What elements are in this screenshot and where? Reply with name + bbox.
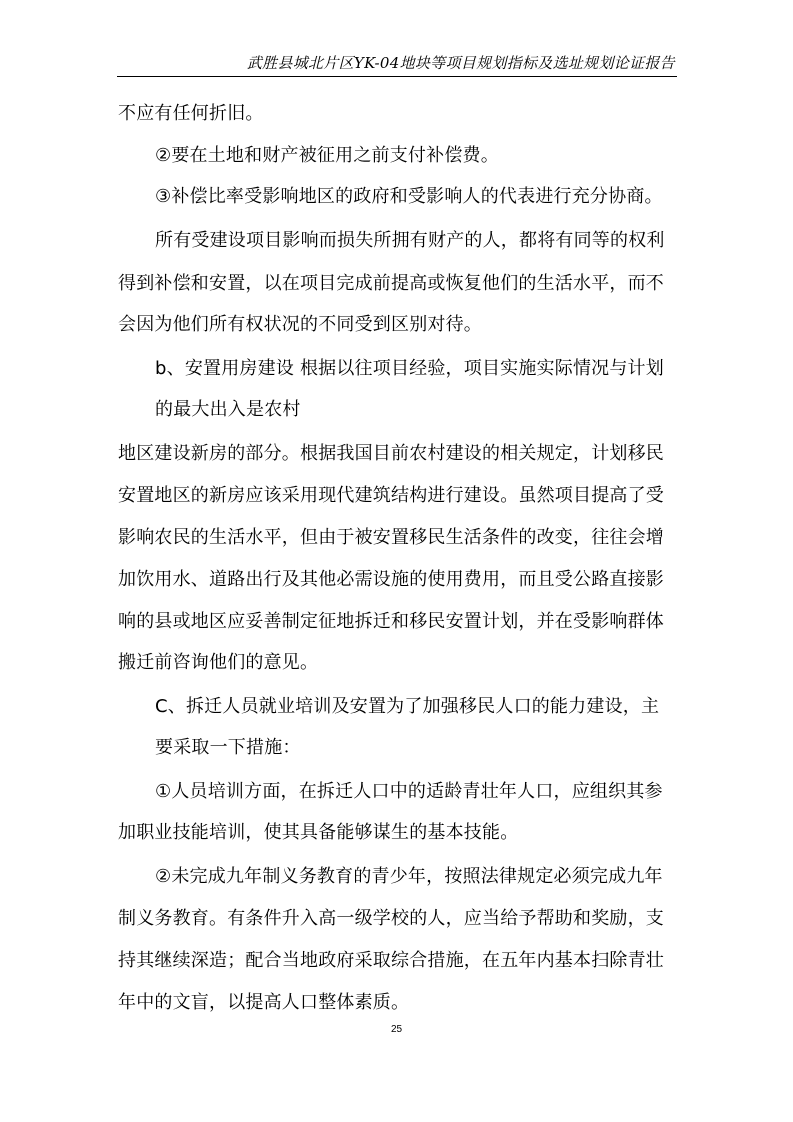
page-number: 25 — [390, 1024, 403, 1035]
body-line: ②未完成九年制义务教育的青少年，按照法律规定必须完成九年 — [155, 866, 663, 887]
body-line: 会因为他们所有权状况的不同受到区别对待。 — [118, 314, 482, 335]
body-line: 响的县或地区应妥善制定征地拆迁和移民安置计划，并在受影响群体 — [118, 611, 664, 632]
body-line: 制义务教育。有条件升入高一级学校的人，应当给予帮助和奖励，支 — [118, 908, 664, 929]
body-line: 地区建设新房的部分。根据我国目前农村建设的相关规定，计划移民 — [118, 443, 664, 464]
body-line: C、拆迁人员就业培训及安置为了加强移民人口的能力建设，主 — [155, 696, 660, 717]
body-line: ②要在土地和财产被征用之前支付补偿费。 — [155, 145, 499, 166]
header-rule — [117, 76, 677, 77]
body-line: ①人员培训方面，在拆迁人口中的适龄青壮年人口，应组织其参 — [155, 781, 663, 802]
page-header-title: 武胜县城北片区YK-04地块等项目规划指标及选址规划论证报告 — [246, 54, 675, 72]
body-line: b、安置用房建设 根据以往项目经验，项目实施实际情况与计划 — [155, 358, 664, 379]
body-line: ③补偿比率受影响地区的政府和受影响人的代表进行充分协商。 — [155, 186, 663, 207]
body-line: 年中的文盲，以提高人口整体素质。 — [118, 992, 410, 1013]
body-line: 所有受建设项目影响而损失所拥有财产的人，都将有同等的权利 — [155, 230, 665, 251]
body-line: 搬迁前咨询他们的意见。 — [118, 652, 319, 673]
body-line: 的最大出入是农村 — [155, 399, 301, 420]
body-line: 安置地区的新房应该采用现代建筑结构进行建设。虽然项目提高了受 — [118, 485, 664, 506]
body-line: 影响农民的生活水平，但由于被安置移民生活条件的改变，往往会增 — [118, 527, 664, 548]
body-line: 持其继续深造；配合当地政府采取综合措施，在五年内基本扫除青壮 — [118, 950, 664, 971]
body-line: 不应有任何折旧。 — [118, 103, 264, 124]
body-line: 得到补偿和安置，以在项目完成前提高或恢复他们的生活水平，而不 — [118, 273, 664, 294]
body-line: 加饮用水、道路出行及其他必需设施的使用费用，而且受公路直接影 — [118, 569, 664, 590]
body-line: 加职业技能培训，使其具备能够谋生的基本技能。 — [118, 822, 519, 843]
body-line: 要采取一下措施： — [155, 737, 301, 758]
